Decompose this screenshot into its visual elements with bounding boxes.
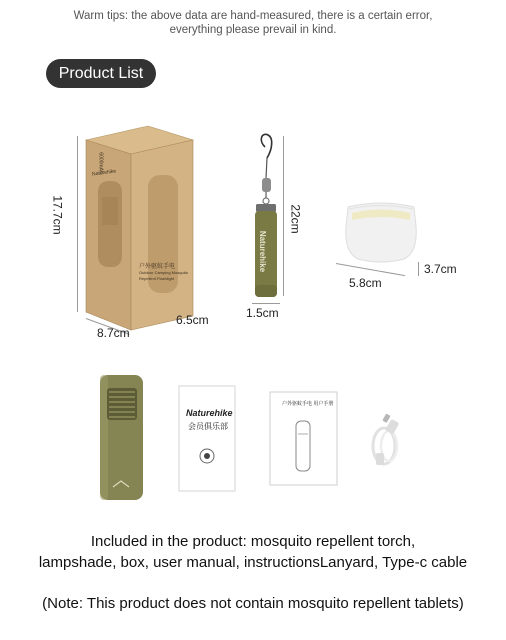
included-line-1: Included in the product: mosquito repellent torch,	[90, 533, 416, 550]
lanyard-brand-text: Naturehike	[258, 230, 268, 273]
box-en-line-2: Repellent Flashlight	[139, 276, 175, 281]
box-height-label: 17.7cm	[50, 195, 65, 235]
note-text: (Note: This product does not contain mosquito repellent tablets)	[42, 595, 464, 612]
lanyard-width-label: 1.5cm	[246, 306, 279, 320]
warm-tips-line-1: Warm tips: the above data are hand-measured, there is a certain error,	[73, 10, 433, 22]
instructions-cn-title: 户外驱蚊手电 用户手册	[282, 401, 334, 407]
box-en-line-1: Outdoor Camping Mosquito	[139, 270, 188, 275]
box-capacity-text: 6000mAh	[97, 152, 104, 174]
shade-height-label: 3.7cm	[424, 262, 457, 276]
manual-cn-club: 会员俱乐部	[188, 422, 228, 431]
box-depth-label: 6.5cm	[176, 313, 209, 327]
manual-brand-text: Naturehike	[186, 408, 233, 418]
box-width-label: 8.7cm	[97, 326, 130, 340]
warm-tips-line-2: everything please prevail in kind.	[169, 24, 337, 36]
included-in-product	[0, 531, 506, 573]
shade-width-label: 5.8cm	[349, 276, 382, 290]
box-brand-text: Naturehike	[91, 168, 117, 178]
included-line-2: lampshade, box, user manual, instructionsLanyard, Type-c cable	[38, 554, 468, 571]
product-list-badge: Product List	[46, 59, 156, 88]
lanyard-length-label: 22cm	[288, 204, 303, 234]
box-cn-title: 户外驱蚊手电	[139, 264, 176, 270]
